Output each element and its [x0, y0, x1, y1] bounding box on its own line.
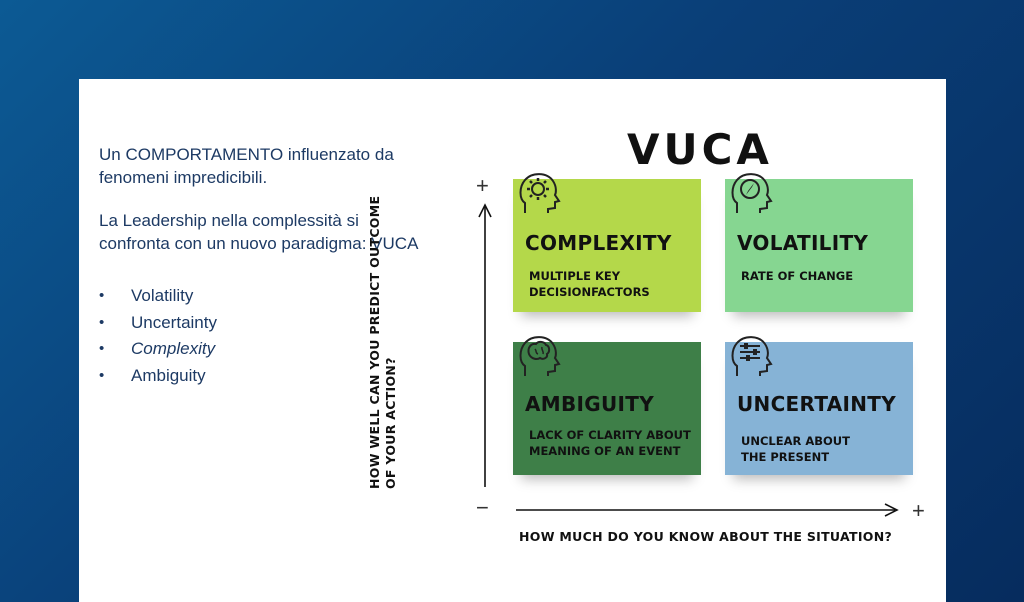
brain-head-icon — [517, 332, 563, 380]
quadrant-title: COMPLEXITY — [525, 231, 672, 255]
slide — [79, 79, 946, 602]
quadrant-ambiguity — [513, 342, 701, 475]
quadrant-uncertainty — [725, 342, 913, 475]
diagram-axes — [79, 79, 946, 602]
compass-head-icon — [729, 169, 775, 217]
list-item: • Volatility — [99, 283, 419, 310]
quadrant-complexity — [513, 179, 701, 312]
x-axis-label: HOW MUCH DO YOU KNOW ABOUT THE SITUATION? — [519, 529, 893, 544]
y-plus-sign: + — [476, 173, 489, 198]
list-item: • Uncertainty — [99, 310, 419, 337]
quadrant-description: LACK OF CLARITY ABOUT MEANING OF AN EVENT — [529, 428, 691, 458]
origin-minus-sign: − — [476, 495, 489, 520]
leadership-paragraph: La Leadership nella complessità si confronta con un nuovo paradigma: VUCA — [99, 211, 419, 253]
y-axis-label: HOW WELL CAN YOU PREDICT OUTCOME OF YOUR ACTION? — [367, 195, 398, 489]
quadrant-description: RATE OF CHANGE — [741, 269, 854, 283]
gear-head-icon — [517, 169, 563, 217]
quadrant-volatility — [725, 179, 913, 312]
list-item: • Complexity — [99, 336, 419, 363]
quadrant-title: UNCERTAINTY — [737, 392, 896, 416]
quadrant-description: MULTIPLE KEY DECISIONFACTORS — [529, 269, 650, 299]
quadrant-title: VOLATILITY — [737, 231, 869, 255]
sliders-head-icon — [729, 332, 775, 380]
quadrant-description: UNCLEAR ABOUT THE PRESENT — [741, 434, 850, 464]
quadrant-title: AMBIGUITY — [525, 392, 654, 416]
intro-paragraph: Un COMPORTAMENTO influenzato da fenomeni impredicibili. — [99, 145, 394, 187]
list-item: • Ambiguity — [99, 363, 419, 390]
x-plus-sign: + — [912, 498, 925, 523]
diagram-title: VUCA — [627, 125, 773, 174]
